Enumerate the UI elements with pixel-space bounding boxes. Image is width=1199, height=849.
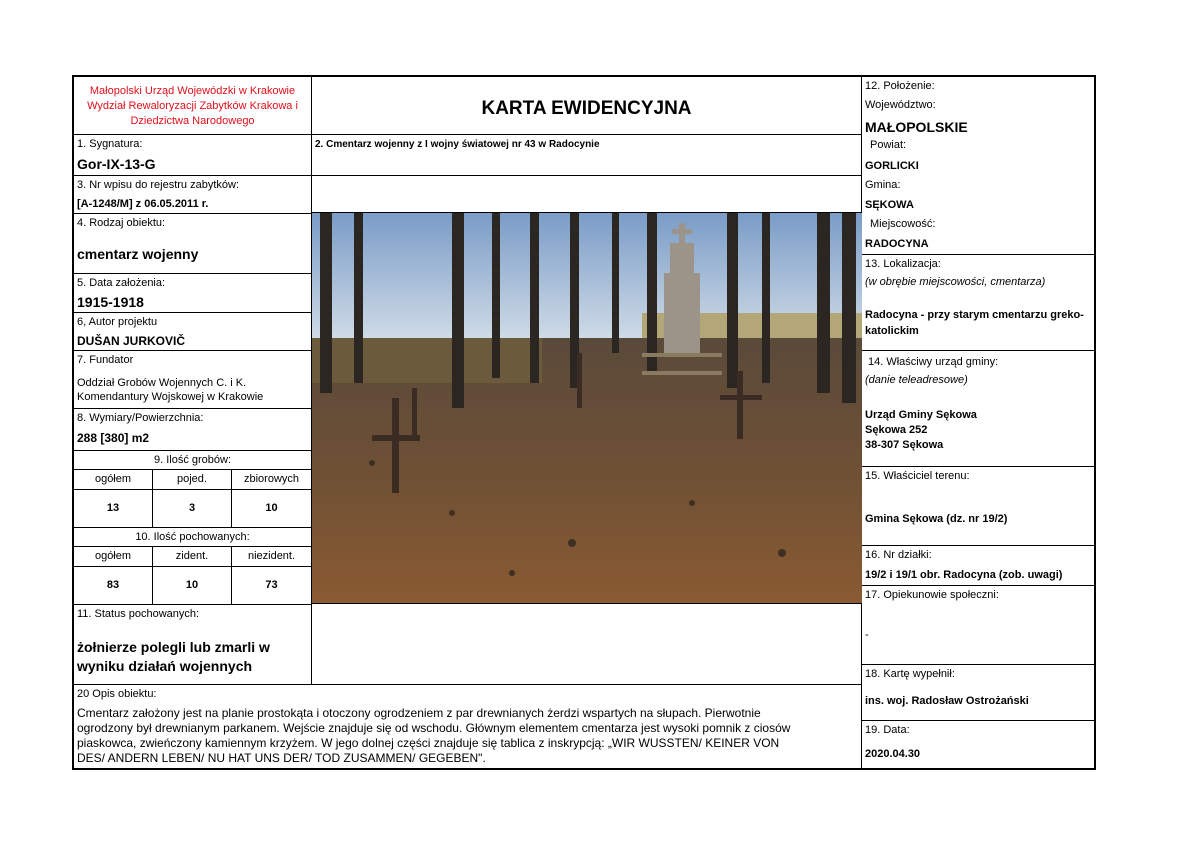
field-location (862, 77, 1096, 255)
field-plot (862, 546, 1096, 586)
field-label: Miejscowość: (870, 218, 936, 230)
table-cell: 10 (185, 579, 199, 591)
table-cell: 13 (106, 502, 120, 514)
locality-value: RADOCYNA (865, 238, 929, 250)
field-label: 14. Właściwy urząd gminy: (868, 356, 999, 368)
table-header: ogółem (94, 473, 132, 485)
field-value: - (865, 629, 869, 641)
field-hint: (danie teleadresowe) (865, 374, 968, 386)
field-value: 19/2 i 19/1 obr. Radocyna (zob. uwagi) (865, 569, 1063, 581)
page-title: KARTA EWIDENCYJNA (481, 98, 692, 119)
table-cell: 10 (265, 502, 278, 514)
blank-bottom (312, 603, 862, 685)
field-date (862, 721, 1096, 770)
field-buried-status (74, 605, 312, 685)
table-header: niezident. (247, 550, 296, 562)
buried-header-identified (153, 547, 232, 567)
field-localization (862, 255, 1096, 351)
field-label: Gmina: (865, 179, 901, 191)
graves-value-total (74, 490, 153, 528)
graves-value-single (153, 490, 232, 528)
field-founded (74, 274, 312, 313)
table-cell: 83 (106, 579, 120, 591)
field-value: ins. woj. Radosław Ostrożański (865, 695, 1029, 707)
buried-value-identified (153, 567, 232, 605)
field-filled-by (862, 665, 1096, 721)
field-label: Powiat: (870, 139, 907, 151)
buried-caption (74, 528, 312, 547)
field-land-owner (862, 467, 1096, 546)
cemetery-photo (312, 213, 862, 603)
graves-header-total (74, 470, 153, 490)
field-value: 2020.04.30 (865, 748, 921, 760)
graves-value-collective (232, 490, 312, 528)
field-object-name (312, 135, 862, 176)
field-hint: (w obrębie miejscowości, cmentarza) (865, 276, 1046, 288)
description-line: Cmentarz założony jest na planie prostokąta i otoczony ogrodzeniem z par drewnianych żerdzi wspartych na słupach. Pierwotnie (77, 706, 761, 720)
field-value: DUŠAN JURKOVIČ (77, 334, 186, 348)
field-label: 18. Kartę wypełnił: (865, 668, 955, 680)
title-cell (312, 77, 862, 135)
buried-header-unidentified (232, 547, 312, 567)
office-line-1: Małopolski Urząd Wojewódzki w Krakowie (89, 85, 296, 97)
graves-caption (74, 451, 312, 470)
field-label: 6, Autor projektu (77, 316, 158, 328)
field-label: 11. Status pochowanych: (77, 608, 200, 620)
buried-header-total (74, 547, 153, 567)
field-value: Komendantury Wojskowej w Krakowie (77, 391, 264, 403)
field-value: Radocyna - przy starym cmentarzu greko- (865, 309, 1084, 321)
field-label: Województwo: (865, 99, 936, 111)
table-header: zident. (175, 550, 209, 562)
field-label: 1. Sygnatura: (77, 138, 143, 150)
graves-header-single (153, 470, 232, 490)
cemetery-photo-illustration (312, 213, 862, 603)
description-line: piaskowca, zwieńczony kamiennym krzyżem. W jego dolnej części znajduje się tablica z inskrypcją: „WIR WUSSTEN/ KEINER VON (77, 736, 780, 750)
field-value: wyniku działań wojennych (77, 658, 253, 674)
field-value: 38-307 Sękowa (865, 439, 944, 451)
field-dimensions (74, 409, 312, 451)
field-value: Oddział Grobów Wojennych C. i K. (77, 377, 247, 389)
field-register (74, 176, 312, 214)
field-label: 3. Nr wpisu do rejestru zabytków: (77, 179, 240, 191)
office-line-3: Dziedzictwa Narodowego (130, 115, 255, 127)
field-value: Sękowa 252 (865, 424, 928, 436)
voivodeship-value: MAŁOPOLSKIE (865, 119, 968, 135)
blank-row (312, 176, 862, 213)
description-line: ogrodzony był drewnianym parkanem. Wejście znajduje się od wschodu. Głównym elementem cmentarza jest wysoki pomnik z ciosów (77, 721, 791, 735)
record-card (72, 75, 1096, 770)
field-label: 15. Właściciel terenu: (865, 470, 970, 482)
commune-value: SĘKOWA (865, 199, 914, 211)
field-label: 12. Położenie: (865, 80, 935, 92)
field-label: 7. Fundator (77, 354, 134, 366)
field-commune-office (862, 351, 1096, 467)
field-founder (74, 351, 312, 409)
field-label: 13. Lokalizacja: (865, 258, 941, 270)
buried-value-unidentified (232, 567, 312, 605)
field-caretakers (862, 586, 1096, 665)
field-value: Urząd Gminy Sękowa (865, 409, 977, 421)
graves-header-collective (232, 470, 312, 490)
table-header: pojed. (177, 473, 207, 485)
field-value: [A-1248/M] z 06.05.2011 r. (77, 198, 209, 210)
table-caption: 10. Ilość pochowanych: (135, 531, 250, 543)
field-label: 4. Rodzaj obiektu: (77, 217, 166, 229)
county-value: GORLICKI (865, 160, 919, 172)
field-value: żołnierze polegli lub zmarli w (77, 639, 270, 655)
buried-value-total (74, 567, 153, 605)
field-label: 5. Data założenia: (77, 277, 166, 289)
field-value: 1915-1918 (77, 294, 144, 310)
field-label: 17. Opiekunowie społeczni: (865, 589, 999, 601)
field-label: 16. Nr działki: (865, 549, 932, 561)
table-cell: 73 (265, 579, 278, 591)
office-line-2: Wydział Rewaloryzacji Zabytków Krakowa i (87, 100, 298, 112)
field-value: Gor-IX-13-G (77, 156, 156, 172)
field-object-type (74, 214, 312, 274)
field-label: 8. Wymiary/Powierzchnia: (77, 412, 204, 424)
table-caption: 9. Ilość grobów: (153, 454, 232, 466)
field-value: katolickim (865, 325, 919, 337)
field-value: 288 [380] m2 (77, 431, 150, 445)
table-cell: 3 (188, 502, 196, 514)
field-label: 19. Data: (865, 724, 910, 736)
table-header: zbiorowych (243, 473, 300, 485)
office-header (74, 77, 312, 135)
field-label: 20 Opis obiektu: (77, 688, 157, 700)
table-header: ogółem (94, 550, 132, 562)
field-description (74, 685, 862, 770)
description-line: DES/ ANDERN LEBEN/ NU HAT UNS DER/ TOD ZUSAMMEN/ GEGEBEN". (77, 751, 486, 765)
field-label: 2. Cmentarz wojenny z I wojny światowej nr 43 w Radocynie (315, 139, 600, 150)
field-author (74, 313, 312, 351)
field-value: Gmina Sękowa (dz. nr 19/2) (865, 513, 1008, 525)
field-value: cmentarz wojenny (77, 246, 199, 262)
field-signature (74, 135, 312, 176)
